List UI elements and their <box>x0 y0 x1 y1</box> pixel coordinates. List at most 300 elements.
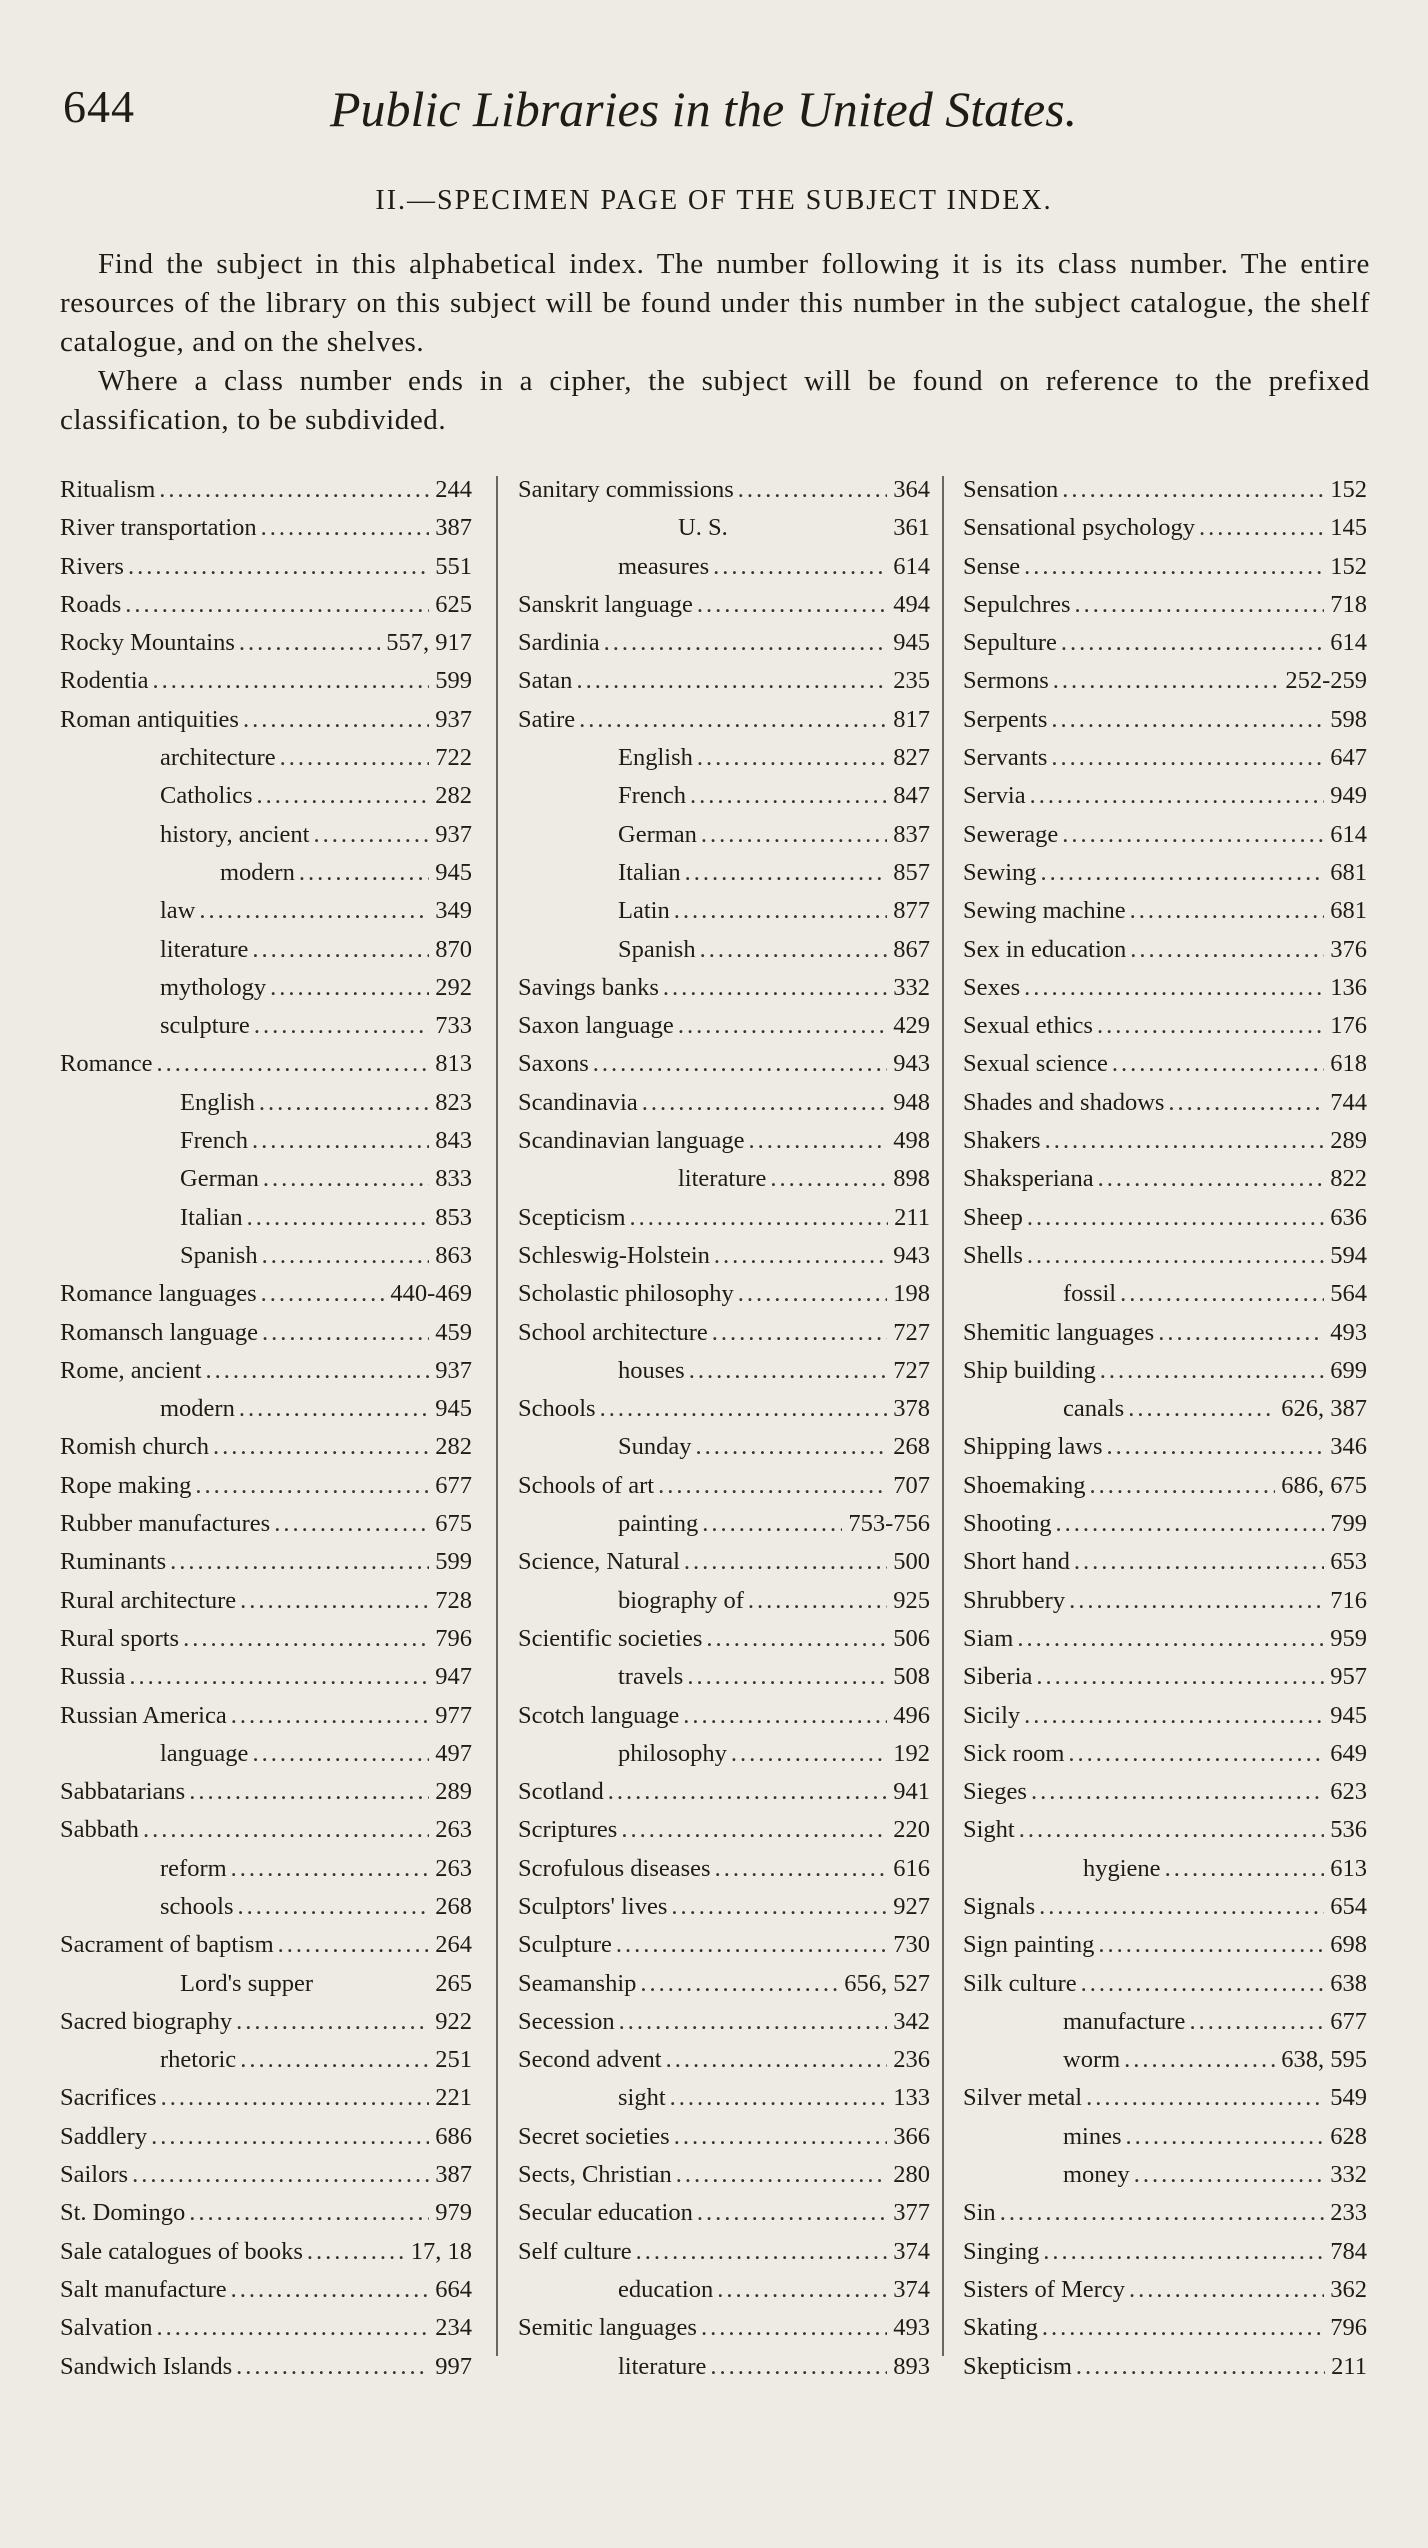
dot-leader <box>183 1625 429 1653</box>
index-entry <box>60 744 472 782</box>
dot-leader <box>128 553 429 581</box>
class-number: 957 <box>1330 1663 1367 1691</box>
index-entry <box>60 1702 472 1740</box>
index-term: Sexual science <box>963 1050 1108 1078</box>
dot-leader <box>1056 1510 1325 1538</box>
index-entry <box>963 859 1367 897</box>
dot-leader <box>270 974 429 1002</box>
class-number: 922 <box>435 2007 472 2035</box>
class-number: 374 <box>893 2275 930 2303</box>
class-number: 282 <box>435 1433 472 1461</box>
index-term: Catholics <box>160 782 253 810</box>
dot-leader <box>706 1625 887 1653</box>
index-term: Science, Natural <box>518 1548 680 1576</box>
dot-leader <box>132 2161 429 2189</box>
index-entry <box>518 591 930 629</box>
class-number: 863 <box>435 1241 472 1269</box>
index-term: travels <box>618 1663 684 1691</box>
dot-leader <box>749 1127 888 1155</box>
class-number: 564 <box>1330 1280 1367 1308</box>
class-number: 599 <box>435 667 472 695</box>
index-term: Rural sports <box>60 1624 180 1652</box>
index-term: Silver metal <box>963 2084 1083 2112</box>
index-entry <box>963 2046 1367 2084</box>
index-term: manufacture <box>1063 2007 1186 2035</box>
dot-leader <box>259 1089 429 1117</box>
class-number: 877 <box>893 897 930 925</box>
index-term: Shrubbery <box>963 1586 1066 1614</box>
dot-leader <box>1043 2238 1324 2266</box>
index-term: Satire <box>518 705 576 733</box>
index-term: Shakers <box>963 1127 1041 1155</box>
dot-leader <box>642 1089 888 1117</box>
class-number: 508 <box>893 1663 930 1691</box>
index-term: biography of <box>618 1586 744 1614</box>
dot-leader <box>619 2008 888 2036</box>
dot-leader <box>1069 1587 1324 1615</box>
index-term: Shells <box>963 1241 1023 1269</box>
dot-leader <box>243 706 429 734</box>
index-entry <box>518 1931 930 1969</box>
index-entry <box>963 1204 1367 1242</box>
index-entry <box>60 1204 472 1242</box>
dot-leader <box>262 1242 430 1270</box>
index-term: language <box>160 1739 249 1767</box>
class-number: 244 <box>435 476 472 503</box>
dot-leader <box>1098 1165 1325 1193</box>
index-entry <box>518 1625 930 1663</box>
dot-leader <box>714 1242 887 1270</box>
index-entry <box>518 2314 930 2352</box>
dot-leader <box>1097 1012 1324 1040</box>
dot-leader <box>231 2276 430 2304</box>
intro-paragraph: Where a class number ends in a cipher, the subject will be found on reference to the prefixed classification, to be subdivided. <box>60 365 1370 436</box>
index-term: Sunday <box>618 1433 692 1461</box>
dot-leader <box>1158 1319 1324 1347</box>
index-entry <box>518 1472 930 1510</box>
index-entry <box>60 1472 472 1510</box>
dot-leader <box>666 2046 888 2074</box>
dot-leader <box>663 974 887 1002</box>
class-number: 497 <box>435 1739 472 1767</box>
class-number: 342 <box>893 2007 930 2035</box>
class-number: 833 <box>435 1165 472 1193</box>
index-entry <box>963 2314 1367 2352</box>
index-entry <box>60 2199 472 2237</box>
index-term: measures <box>618 552 710 580</box>
index-term: Roman antiquities <box>60 705 239 733</box>
class-number: 727 <box>893 1318 930 1346</box>
index-entry <box>60 2123 472 2161</box>
index-entry <box>518 1663 930 1701</box>
index-entry <box>518 1702 930 1740</box>
index-term: Ship building <box>963 1356 1096 1384</box>
class-number: 893 <box>893 2352 930 2380</box>
index-term: philosophy <box>618 1739 727 1767</box>
dot-leader <box>701 2314 887 2342</box>
index-entry <box>963 744 1367 782</box>
class-number: 727 <box>893 1356 930 1384</box>
dot-leader <box>125 591 429 619</box>
class-number: 145 <box>1330 514 1367 542</box>
index-entry <box>963 1663 1367 1701</box>
index-entry <box>60 782 472 820</box>
dot-leader <box>1120 1280 1324 1308</box>
index-entry <box>963 2008 1367 2046</box>
class-number: 263 <box>435 1816 472 1844</box>
index-term: Second advent <box>518 2046 662 2074</box>
dot-leader <box>1051 706 1324 734</box>
index-term: law <box>160 897 196 925</box>
dot-leader <box>700 936 888 964</box>
dot-leader <box>636 2238 888 2266</box>
index-entry <box>963 2353 1367 2391</box>
index-entry <box>60 1778 472 1816</box>
index-entry <box>60 476 472 514</box>
index-entry <box>60 1242 472 1280</box>
class-number: 614 <box>893 552 930 580</box>
index-term: Shaksperiana <box>963 1165 1094 1193</box>
index-term: money <box>1063 2161 1130 2189</box>
index-term: Sicily <box>963 1701 1021 1729</box>
class-number: 289 <box>1330 1127 1367 1155</box>
class-number: 251 <box>435 2046 472 2074</box>
index-entry <box>518 2008 930 2046</box>
dot-leader <box>231 1702 430 1730</box>
index-term: Siam <box>963 1624 1014 1652</box>
index-entry <box>518 629 930 667</box>
index-term: French <box>618 782 687 810</box>
class-number: 898 <box>893 1165 930 1193</box>
index-term: Sense <box>963 552 1021 580</box>
dot-leader <box>1086 2084 1324 2112</box>
dot-leader <box>685 859 888 887</box>
dot-leader <box>1045 1127 1325 1155</box>
class-number: 236 <box>893 2046 930 2074</box>
index-entry <box>963 1433 1367 1471</box>
class-number: 638, 595 <box>1281 2046 1367 2074</box>
index-entry <box>60 1625 472 1663</box>
dot-leader <box>1027 1204 1324 1232</box>
class-number: 374 <box>893 2237 930 2265</box>
dot-leader <box>770 1165 887 1193</box>
index-entry <box>60 1165 472 1203</box>
dot-leader <box>199 897 429 925</box>
index-entry <box>518 667 930 705</box>
index-term: Sanskrit language <box>518 590 693 618</box>
index-term: Romance languages <box>60 1280 257 1308</box>
index-term: schools <box>160 1892 234 1920</box>
class-number: 268 <box>893 1433 930 1461</box>
dot-leader <box>238 1893 430 1921</box>
index-entry <box>60 1740 472 1778</box>
index-entry <box>518 1855 930 1893</box>
dot-leader <box>1128 1395 1275 1423</box>
page-number: 644 <box>63 81 135 132</box>
class-number: 730 <box>893 1931 930 1959</box>
index-entry <box>518 1242 930 1280</box>
dot-leader <box>236 2353 429 2381</box>
index-entry <box>518 1165 930 1203</box>
index-entry <box>518 782 930 820</box>
index-term: Secret societies <box>518 2122 670 2150</box>
index-entry <box>963 2123 1367 2161</box>
index-term: Roads <box>60 590 122 618</box>
index-entry <box>60 1089 472 1127</box>
section-heading: II.—SPECIMEN PAGE OF THE SUBJECT INDEX. <box>375 185 1053 216</box>
index-entry <box>963 1472 1367 1510</box>
index-term: Sepulchres <box>963 590 1071 618</box>
class-number: 722 <box>435 744 472 772</box>
index-entry <box>60 667 472 705</box>
index-entry <box>518 1816 930 1854</box>
class-number: 733 <box>435 1012 472 1040</box>
index-term: Spanish <box>180 1241 258 1269</box>
dot-leader <box>683 1702 887 1730</box>
dot-leader <box>697 744 887 772</box>
dot-leader <box>189 1778 429 1806</box>
index-entry <box>60 2238 472 2276</box>
dot-leader <box>1090 1472 1276 1500</box>
index-entry <box>60 2276 472 2314</box>
dot-leader <box>1126 2123 1325 2151</box>
index-entry <box>963 1050 1367 1088</box>
dot-leader <box>239 1395 429 1423</box>
index-entry <box>60 2008 472 2046</box>
index-term: Sieges <box>963 1778 1027 1806</box>
dot-leader <box>1024 1702 1324 1730</box>
intro-text <box>60 245 1370 440</box>
class-number: 263 <box>435 1854 472 1882</box>
dot-leader <box>1165 1855 1325 1883</box>
class-number: 945 <box>435 858 472 886</box>
index-entry <box>60 2084 472 2122</box>
index-term: Semitic languages <box>518 2314 697 2342</box>
class-number: 857 <box>893 858 930 886</box>
index-term: canals <box>1063 1395 1125 1423</box>
class-number: 649 <box>1330 1739 1367 1767</box>
class-number: 937 <box>435 1356 472 1384</box>
class-number: 937 <box>435 820 472 848</box>
class-number: 378 <box>893 1395 930 1423</box>
index-term: Secular education <box>518 2199 693 2227</box>
dot-leader <box>299 859 429 887</box>
class-number: 268 <box>435 1892 472 1920</box>
index-term: Schools <box>518 1395 596 1423</box>
index-entry <box>963 629 1367 667</box>
dot-leader <box>702 1510 842 1538</box>
index-term: Sandwich Islands <box>60 2352 233 2380</box>
index-entry <box>60 897 472 935</box>
index-term: Lord's supper <box>180 1969 314 1997</box>
index-term: Sailors <box>60 2161 129 2189</box>
class-number: 799 <box>1330 1510 1367 1538</box>
class-number: 796 <box>1330 2314 1367 2342</box>
index-term: Rivers <box>60 552 124 580</box>
dot-leader <box>231 1855 430 1883</box>
index-entry <box>60 1816 472 1854</box>
dot-leader <box>1024 553 1324 581</box>
index-term: Russian America <box>60 1701 227 1729</box>
class-number: 349 <box>435 897 472 925</box>
index-term: Sacred biography <box>60 2007 233 2035</box>
class-number: 220 <box>893 1816 930 1844</box>
dot-leader <box>254 1012 429 1040</box>
class-number: 716 <box>1330 1586 1367 1614</box>
class-number: 853 <box>435 1203 472 1231</box>
index-entry <box>963 1625 1367 1663</box>
index-term: fossil <box>1063 1280 1117 1308</box>
index-entry <box>518 1204 930 1242</box>
index-entry <box>518 1319 930 1357</box>
index-term: Shoemaking <box>963 1471 1086 1499</box>
class-number: 979 <box>435 2199 472 2227</box>
dot-leader <box>630 1204 889 1232</box>
index-term: Scotland <box>518 1778 604 1806</box>
index-term: Latin <box>618 897 670 925</box>
class-number: 948 <box>893 1088 930 1116</box>
index-entry <box>518 2161 930 2199</box>
index-term: painting <box>618 1510 699 1538</box>
dot-leader <box>604 629 888 657</box>
index-term: Sin <box>963 2199 996 2227</box>
class-number: 943 <box>893 1241 930 1269</box>
class-number: 753-756 <box>848 1510 930 1538</box>
dot-leader <box>1053 667 1280 695</box>
dot-leader <box>213 1433 429 1461</box>
index-term: Scholastic philosophy <box>518 1280 734 1308</box>
dot-leader <box>157 2314 430 2342</box>
dot-leader <box>713 553 887 581</box>
index-entry <box>60 821 472 859</box>
dot-leader <box>252 1740 429 1768</box>
index-term: Sepulture <box>963 629 1057 657</box>
class-number: 654 <box>1330 1892 1367 1920</box>
index-term: literature <box>160 935 249 963</box>
index-term: Italian <box>180 1203 243 1231</box>
class-number: 136 <box>1330 973 1367 1001</box>
index-entry <box>963 1165 1367 1203</box>
dot-leader <box>157 1050 430 1078</box>
index-entry <box>518 1357 930 1395</box>
class-number: 707 <box>893 1471 930 1499</box>
dot-leader <box>717 2276 887 2304</box>
index-term: French <box>180 1127 249 1155</box>
class-number: 506 <box>893 1624 930 1652</box>
index-term: Silk culture <box>963 1969 1077 1997</box>
index-entry <box>60 1395 472 1433</box>
dot-leader <box>189 2199 429 2227</box>
column-divider <box>496 476 498 2356</box>
class-number: 647 <box>1330 744 1367 772</box>
class-number: 332 <box>893 973 930 1001</box>
index-term: literature <box>618 2352 707 2380</box>
class-number: 361 <box>893 514 930 542</box>
dot-leader <box>687 1663 887 1691</box>
class-number: 234 <box>435 2314 472 2342</box>
dot-leader <box>240 2046 429 2074</box>
dot-leader <box>1019 1816 1325 1844</box>
dot-leader <box>1100 1357 1325 1385</box>
index-entry <box>963 936 1367 974</box>
index-term: architecture <box>160 744 276 772</box>
index-entry <box>963 2276 1367 2314</box>
class-number: 198 <box>893 1280 930 1308</box>
class-number: 945 <box>893 629 930 657</box>
index-term: Scotch language <box>518 1701 680 1729</box>
index-term: Rome, ancient <box>60 1356 202 1384</box>
dot-leader <box>621 1816 887 1844</box>
index-entry <box>60 2046 472 2084</box>
class-number: 498 <box>893 1127 930 1155</box>
dot-leader <box>616 1931 887 1959</box>
dot-leader <box>143 1816 429 1844</box>
dot-leader <box>1074 1548 1324 1576</box>
index-entry <box>963 1548 1367 1586</box>
index-term: Sisters of Mercy <box>963 2275 1125 2303</box>
dot-leader <box>715 1855 888 1883</box>
dot-leader <box>1134 2161 1325 2189</box>
class-number: 638 <box>1330 1969 1367 1997</box>
index-column-2 <box>518 476 930 2380</box>
class-number: 843 <box>435 1127 472 1155</box>
index-term: Sculpture <box>518 1931 612 1959</box>
dot-leader <box>738 476 888 504</box>
index-entry <box>963 553 1367 591</box>
dot-leader <box>195 1472 429 1500</box>
class-number: 493 <box>893 2314 930 2342</box>
dot-leader <box>252 936 429 964</box>
dot-leader <box>1076 2353 1325 2381</box>
dot-leader <box>689 1357 888 1385</box>
class-number: 221 <box>435 2084 472 2112</box>
class-number: 17, 18 <box>410 2237 472 2265</box>
class-number: 823 <box>435 1088 472 1116</box>
class-number: 927 <box>893 1892 930 1920</box>
index-entry <box>518 859 930 897</box>
class-number: 870 <box>435 935 472 963</box>
class-number: 557, 917 <box>386 629 472 657</box>
dot-leader <box>262 1319 429 1347</box>
index-term: School architecture <box>518 1318 708 1346</box>
index-column-3 <box>963 476 1367 2380</box>
class-number: 867 <box>893 935 930 963</box>
index-term: Schools of art <box>518 1471 655 1499</box>
index-entry <box>60 1012 472 1050</box>
class-number: 959 <box>1330 1624 1367 1652</box>
index-term: Servants <box>963 744 1048 772</box>
dot-leader <box>263 1165 429 1193</box>
class-number: 211 <box>894 1203 930 1231</box>
class-number: 677 <box>435 1471 472 1499</box>
index-entry <box>518 2123 930 2161</box>
index-entry <box>518 1510 930 1548</box>
index-entry <box>518 1127 930 1165</box>
dot-leader <box>697 591 887 619</box>
index-term: Saxon language <box>518 1012 674 1040</box>
dot-leader <box>1027 1242 1324 1270</box>
index-entry <box>963 1012 1367 1050</box>
index-term: reform <box>160 1854 227 1882</box>
class-number: 211 <box>1331 2352 1367 2380</box>
class-number: 176 <box>1330 1012 1367 1040</box>
dot-leader <box>696 1433 888 1461</box>
class-number: 549 <box>1330 2084 1367 2112</box>
class-number: 364 <box>893 476 930 503</box>
index-entry <box>60 1050 472 1088</box>
class-number: 536 <box>1330 1816 1367 1844</box>
class-number: 332 <box>1330 2161 1367 2189</box>
